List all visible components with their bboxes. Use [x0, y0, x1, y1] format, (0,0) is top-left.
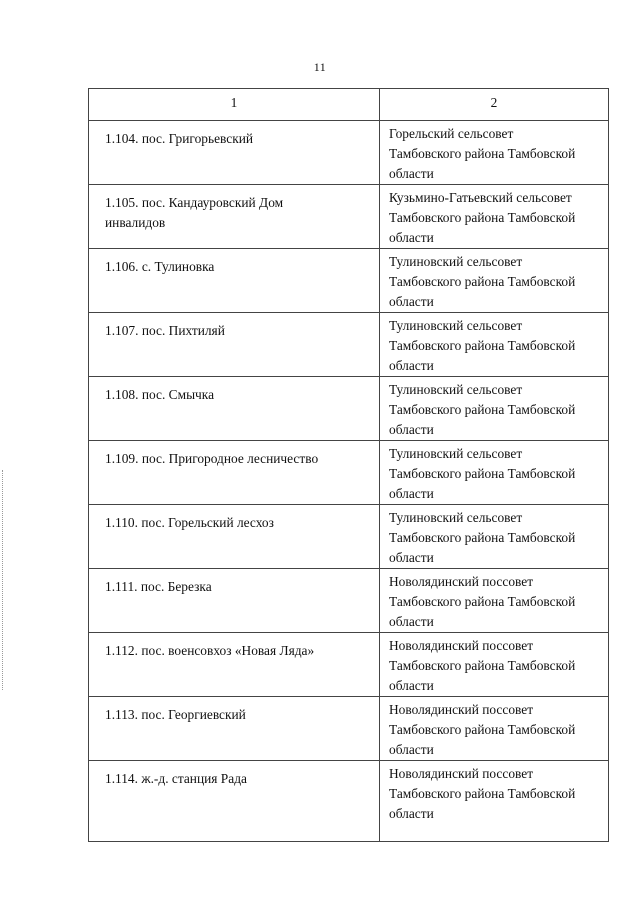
council-line: области	[389, 486, 434, 501]
council-line: области	[389, 358, 434, 373]
council-line: области	[389, 742, 434, 757]
council-line: Тамбовского района Тамбовской	[389, 786, 576, 801]
council-line: области	[389, 614, 434, 629]
council-cell	[380, 569, 609, 632]
council-line: области	[389, 166, 434, 181]
council-cell	[380, 313, 609, 376]
council-line: Новолядинский поссовет	[389, 574, 534, 589]
council-cell	[380, 377, 609, 440]
settlement-name: 1.108. пос. Смычка	[105, 387, 215, 402]
council-line: Новолядинский поссовет	[389, 702, 534, 717]
settlement-cell	[89, 121, 380, 184]
council-line: Тамбовского района Тамбовской	[389, 658, 576, 673]
council-line: Тамбовского района Тамбовской	[389, 338, 576, 353]
council-line: области	[389, 678, 434, 693]
settlements-table	[88, 88, 609, 842]
table-row	[89, 761, 609, 842]
table-row	[89, 569, 609, 633]
settlement-cell	[89, 505, 380, 568]
table-row	[89, 313, 609, 377]
council-line: Тулиновский сельсовет	[389, 446, 523, 461]
council-cell	[380, 441, 609, 504]
council-line: Тулиновский сельсовет	[389, 510, 523, 525]
settlement-name-line: инвалидов	[105, 215, 166, 230]
council-cell	[380, 505, 609, 568]
council-line: области	[389, 294, 434, 309]
settlement-name: 1.113. пос. Георгиевский	[105, 707, 246, 722]
settlement-name: 1.110. пос. Горельский лесхоз	[105, 515, 274, 530]
table-row	[89, 697, 609, 761]
council-cell	[380, 633, 609, 696]
table-row	[89, 121, 609, 185]
settlement-name: 1.104. пос. Григорьевский	[105, 131, 254, 146]
settlement-cell	[89, 633, 380, 696]
council-cell	[380, 185, 609, 248]
council-line: Новолядинский поссовет	[389, 766, 534, 781]
table-row	[89, 377, 609, 441]
council-line: Тамбовского района Тамбовской	[389, 594, 576, 609]
council-line: Тамбовского района Тамбовской	[389, 274, 576, 289]
column-header-1: 1	[89, 89, 380, 120]
council-cell	[380, 761, 609, 841]
scan-edge-marks	[2, 470, 4, 690]
settlement-cell	[89, 441, 380, 504]
council-line: Тулиновский сельсовет	[389, 382, 523, 397]
settlement-name: 1.107. пос. Пихтиляй	[105, 323, 225, 338]
settlement-cell	[89, 377, 380, 440]
council-cell	[380, 697, 609, 760]
settlement-cell	[89, 697, 380, 760]
council-line: области	[389, 806, 434, 821]
council-line: Кузьмино-Гатьевский сельсовет	[389, 190, 572, 205]
council-line: Тамбовского района Тамбовской	[389, 466, 576, 481]
council-line: области	[389, 550, 434, 565]
council-line: Тулиновский сельсовет	[389, 318, 523, 333]
settlement-name: 1.111. пос. Березка	[105, 579, 212, 594]
settlement-cell	[89, 761, 380, 841]
settlement-cell	[89, 569, 380, 632]
settlement-name-line: 1.105. пос. Кандауровский Дом	[105, 195, 284, 210]
council-line: Тулиновский сельсовет	[389, 254, 523, 269]
council-line: Тамбовского района Тамбовской	[389, 146, 576, 161]
table-row	[89, 441, 609, 505]
settlement-cell	[89, 249, 380, 312]
council-line: Горельский сельсовет	[389, 126, 514, 141]
council-cell	[380, 121, 609, 184]
settlement-cell	[89, 313, 380, 376]
settlement-name: 1.109. пос. Пригородное лесничество	[105, 451, 319, 466]
settlement-name: 1.112. пос. военсовхоз «Новая Ляда»	[105, 643, 315, 658]
council-line: Тамбовского района Тамбовской	[389, 530, 576, 545]
table-header-row	[89, 89, 609, 121]
settlement-name: 1.114. ж.-д. станция Рада	[105, 771, 247, 786]
council-line: Тамбовского района Тамбовской	[389, 722, 576, 737]
council-line: Тамбовского района Тамбовской	[389, 402, 576, 417]
page-number: 11	[313, 60, 327, 74]
council-line: области	[389, 422, 434, 437]
column-header-2: 2	[380, 89, 609, 120]
table-row	[89, 185, 609, 249]
council-cell	[380, 249, 609, 312]
council-line: области	[389, 230, 434, 245]
table-row	[89, 249, 609, 313]
settlement-name: 1.106. с. Тулиновка	[105, 259, 215, 274]
council-line: Тамбовского района Тамбовской	[389, 210, 576, 225]
table-row	[89, 633, 609, 697]
table-row	[89, 505, 609, 569]
council-line: Новолядинский поссовет	[389, 638, 534, 653]
settlement-cell	[89, 185, 380, 248]
